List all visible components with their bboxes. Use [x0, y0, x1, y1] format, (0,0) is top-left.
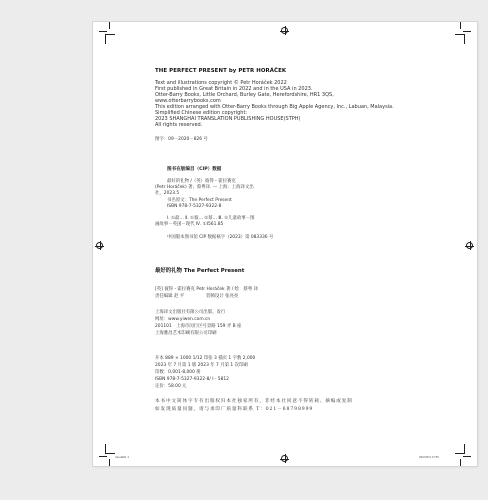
cip-class-line: Ⅰ. ①最… Ⅱ. ①彼… ②蔡… Ⅲ. ①儿童故事－图: [167, 216, 255, 221]
book-editors: 责任编辑 赵 平 装帧设计 张亮亮: [155, 294, 239, 299]
crop-mark-tr-v: [460, 22, 461, 29]
cip-line: (Petr Horáček) 著；蔡粤译. — 上海：上海译文出: [155, 185, 254, 190]
crop-mark-br-h: [463, 456, 471, 457]
cip-line: 最好的礼物 /（英）彼得・霍拉赛克: [167, 179, 236, 184]
copyright-line: Otter-Barry Books, Little Orchard, Burley Gate, Herefordshire, HR1 3QS,: [155, 92, 334, 98]
spec-line: 开本 889 × 1000 1/12 印张 3 插页 1 字数 2,000: [155, 356, 256, 361]
copyright-line: 2023 SHANGHAI TRANSLATION PUBLISHING HOUSE(STPH): [155, 116, 301, 122]
crop-mark-tl-h: [99, 31, 107, 32]
crop-mark-bl-h: [99, 456, 107, 457]
cip-line: 社，2023.5: [155, 191, 180, 196]
slug-right: 2023/5/4 17:55: [419, 456, 439, 459]
registration-mark-bottom: [281, 455, 288, 462]
publisher-line: 201101 上海市闵行区号景路 159 弄 B 座: [155, 324, 242, 329]
spec-line: 定价：58.00 元: [155, 384, 187, 389]
slug-left: Inpute01 1: [115, 456, 130, 459]
copyright-heading: THE PERFECT PRESENT by PETR HORÁČEK: [155, 68, 287, 74]
copyright-line: This edition arranged with Otter-Barry Books through Big Apple Agency, Inc., Labuan, Malaysia.: [155, 104, 394, 110]
publisher-line: 上海雅昌艺术印刷有限公司印刷: [155, 331, 217, 336]
frame-line-tl: [105, 34, 106, 44]
crop-mark-br-v: [460, 459, 461, 466]
cip-library-line: 中国版本图书馆 CIP 数据核字（2023）第 083336 号: [167, 235, 274, 240]
spec-line: 印数：0,001-8,000 册: [155, 370, 201, 375]
frame-line-br2: [455, 453, 465, 454]
book-title: 最好的礼物 The Perfect Present: [155, 268, 245, 274]
registration-mark-right: [466, 242, 473, 249]
crop-mark-bl-v: [109, 459, 110, 466]
frame-line-tl2: [105, 34, 115, 35]
frame-line-tr2: [455, 34, 465, 35]
publisher-line: 上海译文出版社有限公司出版、发行: [155, 310, 226, 315]
spec-line: 2023 年 7 月第 1 版 2023 年 7 月第 1 次印刷: [155, 363, 248, 368]
registration-number: 图字：09－2020－826 号: [155, 137, 208, 142]
copyright-line: Text and illustrations copyright © Petr Horáček 2022: [155, 80, 287, 86]
crop-mark-tl-v: [109, 22, 110, 29]
publisher-line: 网址：www.yiwen.com.cn: [155, 317, 211, 322]
cip-line: 书名原文：The Perfect Present: [167, 198, 232, 203]
book-credit: [英] 彼得・霍拉赛克 Petr Horáček 著 / 绘 蔡粤 译: [155, 287, 259, 292]
registration-mark-left: [96, 242, 103, 249]
cip-class-line: 画故事－英国－现代 Ⅳ. ①I561.85: [155, 222, 224, 227]
footer-notice-line: 如发现质量问题，请与承印厂质量科联系 T：021－68798999: [155, 407, 314, 412]
frame-line-tr: [464, 34, 465, 44]
copyright-line: All rights reserved.: [155, 122, 203, 128]
copyright-line: First published in Great Britain in 2022 and in the USA in 2023.: [155, 86, 313, 92]
frame-line-bl2: [105, 453, 115, 454]
copyright-line: www.otterbarrybooks.com: [155, 98, 221, 104]
crop-mark-tr-h: [463, 31, 471, 32]
cip-title: 图书在版编目（CIP）数据: [167, 167, 222, 172]
registration-mark-top: [281, 27, 288, 34]
copyright-line: Simplified Chinese edition copyright:: [155, 110, 248, 116]
spec-line: ISBN 978-7-5327-9322-8/ I · 5812: [155, 377, 229, 382]
cip-line: ISBN 978-7-5327-9322-8: [167, 204, 222, 209]
document-page: [93, 22, 477, 466]
footer-notice-line: 本书中文简体字专有出版权归本社独家所有，非经本社同意不得转载、摘编或复制: [155, 399, 353, 404]
